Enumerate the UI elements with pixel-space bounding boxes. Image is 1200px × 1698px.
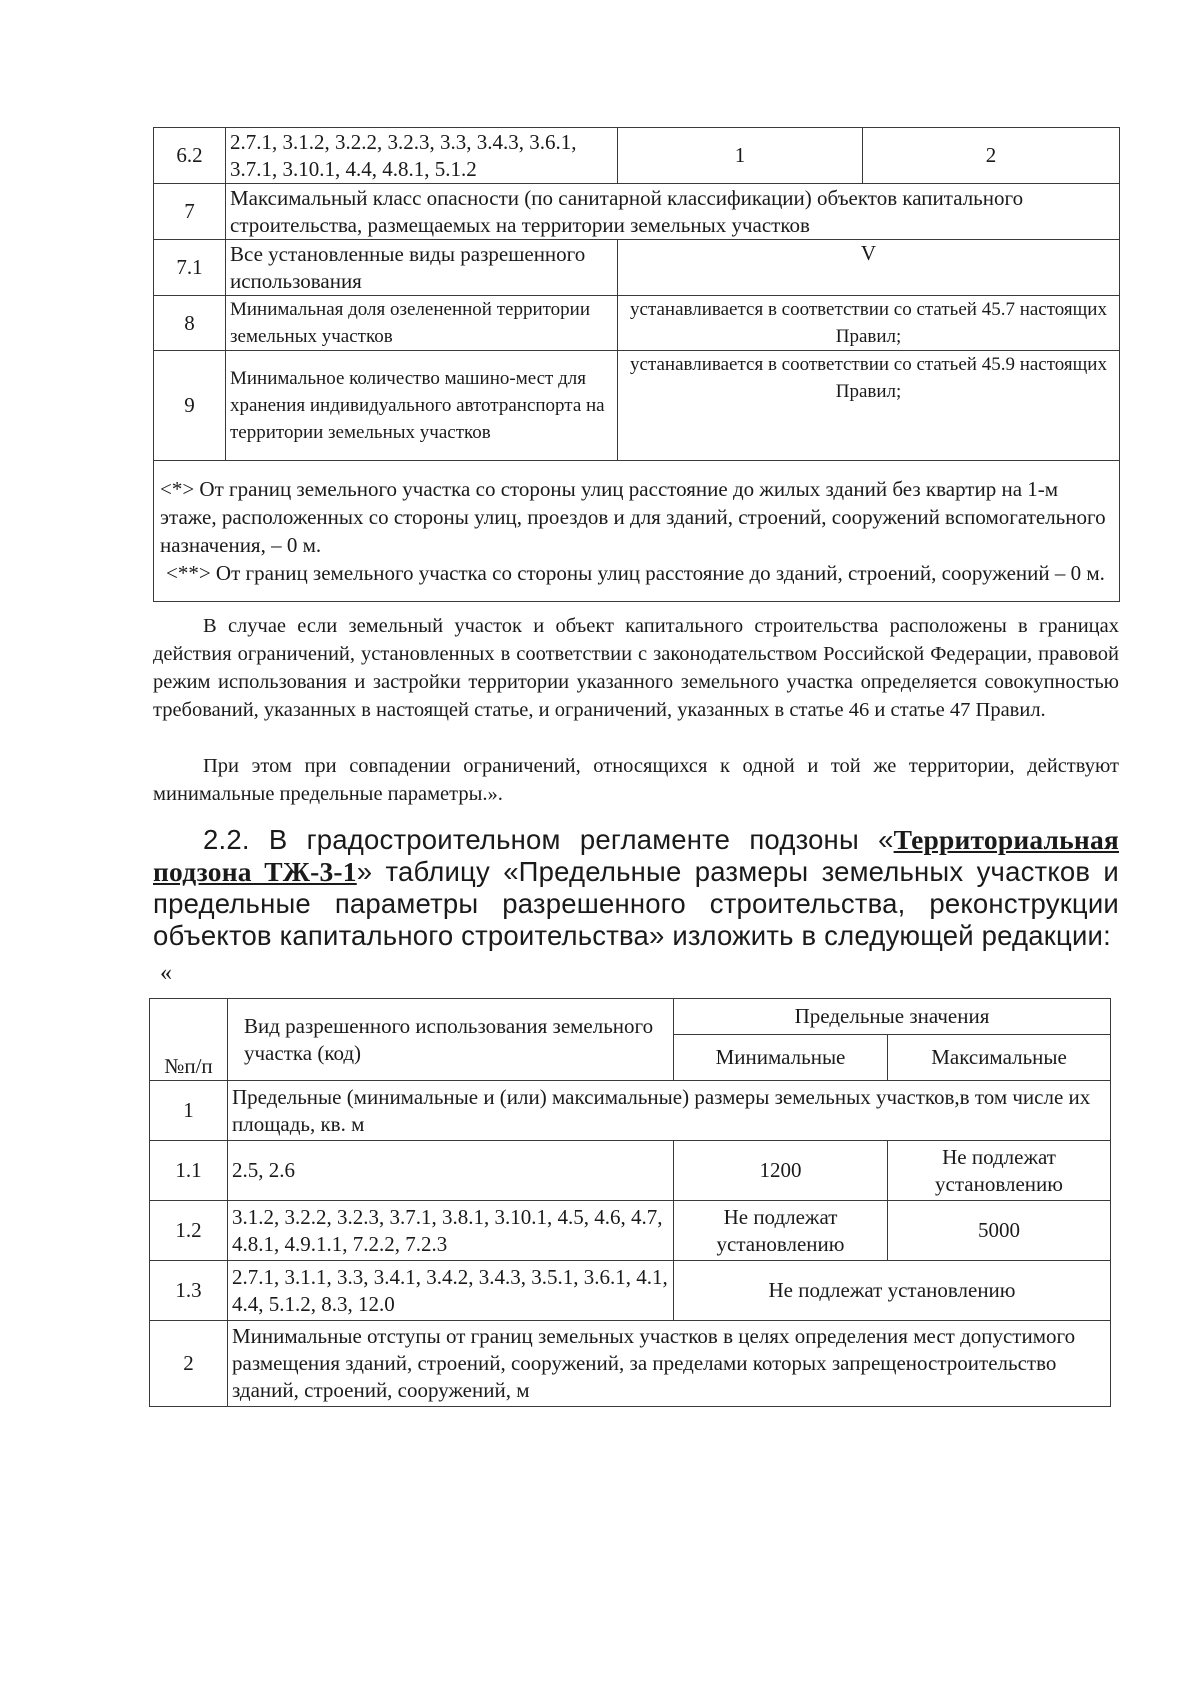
row-number: 1.1 [150, 1141, 228, 1201]
row-description: Максимальный класс опасности (по санитарной классификации) объектов капитального строительства, размещаемых на территории земельных участков [226, 184, 1120, 240]
parameters-table-continued [153, 127, 1120, 602]
table-row [154, 128, 1120, 184]
table-row [154, 351, 1120, 461]
row-number: 1.2 [150, 1201, 228, 1261]
land-use-codes: 2.7.1, 3.1.1, 3.3, 3.4.1, 3.4.2, 3.4.3, 3.5.1, 3.6.1, 4.1, 4.4, 5.1.2, 8.3, 12.0 [228, 1261, 674, 1321]
table-row [154, 240, 1120, 296]
table-row [150, 1321, 1111, 1407]
header-max: Максимальные [888, 1035, 1111, 1081]
row-description: Минимальные отступы от границ земельных участков в целях определения мест допустимого размещения зданий, строений, сооружений, за пределами которых запрещеностроительство зданий, строений, сооружений, м [228, 1321, 1111, 1407]
row-number: 7.1 [154, 240, 226, 296]
header-min: Минимальные [674, 1035, 888, 1081]
paragraph-minimal-parameters: При этом при совпадении ограничений, относящихся к одной и той же территории, действуют минимальные предельные параметры.». [153, 755, 1119, 805]
footnote-2: <**> От границ земельного участка со стороны улиц расстояние до зданий, строений, сооружений – 0 м. [166, 561, 1105, 585]
row-description: Предельные (минимальные и (или) максимальные) размеры земельных участков,в том числе их площадь, кв. м [228, 1081, 1111, 1141]
header-number: №п/п [150, 999, 228, 1081]
row-number: 9 [154, 351, 226, 461]
land-plot-limits-table [149, 998, 1111, 1407]
max-value: Не подлежат установлению [888, 1141, 1111, 1201]
min-value: Не подлежат установлению [674, 1201, 888, 1261]
max-value: 5000 [888, 1201, 1111, 1261]
row-number: 2 [150, 1321, 228, 1407]
amendment-text-start: 2.2. В градостроительном регламенте подзоны « [203, 824, 894, 855]
footnotes-cell [154, 461, 1120, 602]
table-row [154, 296, 1120, 351]
row-number: 8 [154, 296, 226, 351]
row-label: Минимальная доля озелененной территории земельных участков [226, 296, 618, 351]
row-number: 1.3 [150, 1261, 228, 1321]
subzone-name: Территориальная подзона ТЖ-3-1 [153, 824, 1119, 887]
table-row [150, 1141, 1111, 1201]
row-value: устанавливается в соответствии со статьей 45.9 настоящих Правил; [618, 351, 1120, 461]
table-row [154, 184, 1120, 240]
amendment-text-end: » таблицу «Предельные размеры земельных участков и предельные параметры разрешенного строительства, реконструкции объектов капитального строительства» изложить в следующей редакции: [153, 856, 1119, 951]
max-value: 2 [863, 128, 1120, 184]
header-land-use-type: Вид разрешенного использования земельного участка (код) [228, 999, 674, 1081]
row-value: устанавливается в соответствии со статьей 45.7 настоящих Правил; [618, 296, 1120, 351]
min-value: 1 [618, 128, 863, 184]
table-header-row [150, 999, 1111, 1035]
row-number: 6.2 [154, 128, 226, 184]
min-value: 1200 [674, 1141, 888, 1201]
row-value: V [618, 240, 1120, 296]
header-limit-values: Предельные значения [674, 999, 1111, 1035]
land-use-codes: 2.7.1, 3.1.2, 3.2.2, 3.2.3, 3.3, 3.4.3, 3.6.1, 3.7.1, 3.10.1, 4.4, 4.8.1, 5.1.2 [226, 128, 618, 184]
row-value: Не подлежат установлению [674, 1261, 1111, 1321]
row-number: 1 [150, 1081, 228, 1141]
table-footnotes-row [154, 461, 1120, 602]
row-label: Минимальное количество машино-мест для хранения индивидуального автотранспорта на территории земельных участков [226, 351, 618, 461]
opening-quote: « [160, 960, 172, 986]
paragraph-restrictions: В случае если земельный участок и объект капитального строительства расположены в границах действия ограничений, установленных в соответствии с законодательством Российской Федерации, правовой режим использования и застройки территории указанного земельного участка определяется совокупностью требований, указанных в настоящей статье, и ограничений, указанных в статье 46 и статье 47 Правил. [153, 615, 1119, 721]
table-row [150, 1201, 1111, 1261]
row-number: 7 [154, 184, 226, 240]
footnote-1: <*> От границ земельного участка со стороны улиц расстояние до жилых зданий без квартир на 1-м этаже, расположенных со стороны улиц, проездов и для зданий, строений, сооружений вспомогательного назначения, – 0 м. [160, 477, 1106, 557]
table-row [150, 1081, 1111, 1141]
land-use-codes: 3.1.2, 3.2.2, 3.2.3, 3.7.1, 3.8.1, 3.10.1, 4.5, 4.6, 4.7, 4.8.1, 4.9.1.1, 7.2.2, 7.2.3 [228, 1201, 674, 1261]
paragraph-amendment-2-2 [153, 824, 1119, 952]
row-label: Все установленные виды разрешенного использования [226, 240, 618, 296]
table-row [150, 1261, 1111, 1321]
land-use-codes: 2.5, 2.6 [228, 1141, 674, 1201]
